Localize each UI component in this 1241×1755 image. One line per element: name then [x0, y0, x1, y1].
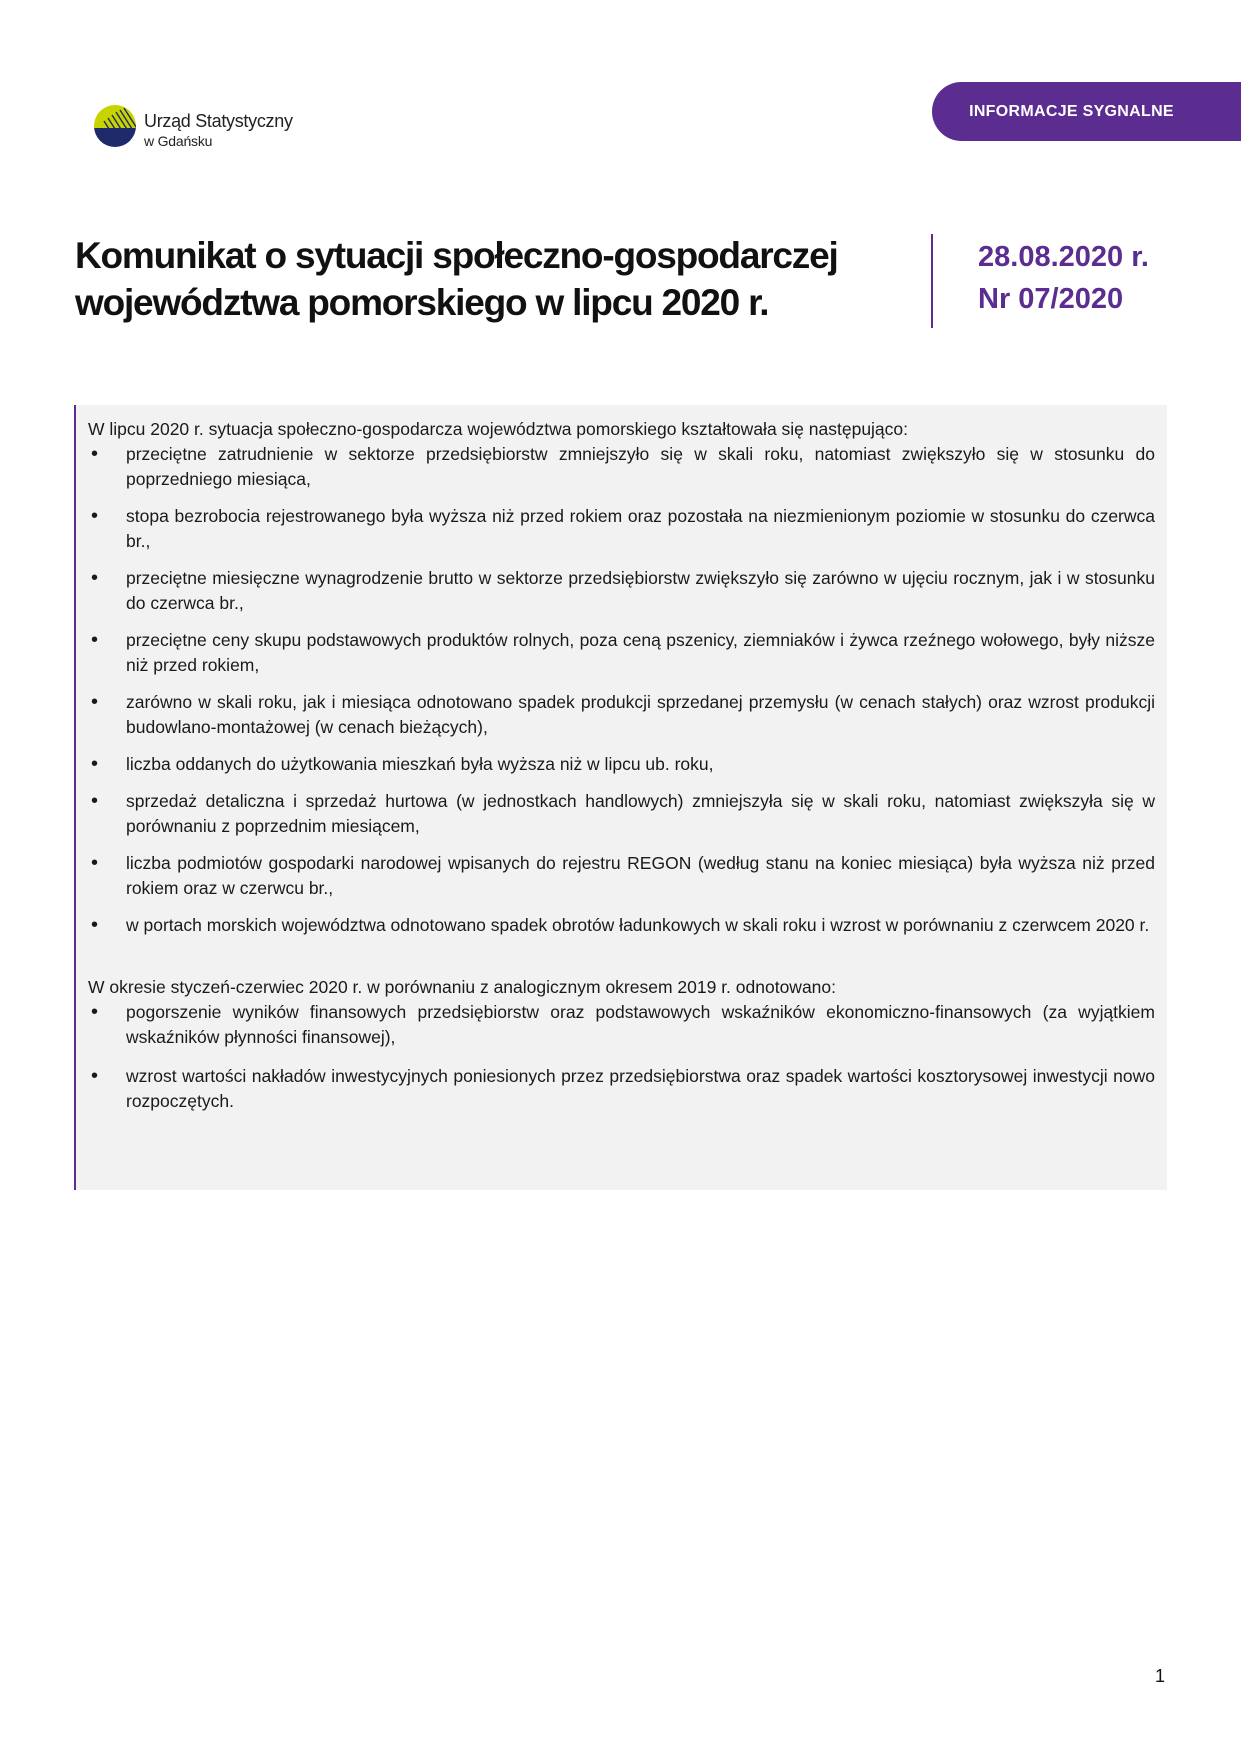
- summary-intro: W lipcu 2020 r. sytuacja społeczno-gospodarcza województwa pomorskiego kształtowała się następująco:: [88, 419, 909, 439]
- page-number: 1: [1155, 1666, 1166, 1686]
- list-item: • pogorszenie wyników finansowych przedsiębiorstw oraz podstawowych wskaźników ekonomiczno-finansowych (za wyjątkiem wskaźników płynności finansowej),: [88, 1000, 1155, 1050]
- issue-number: Nr 07/2020: [978, 283, 1124, 315]
- list-item: • wzrost wartości nakładów inwestycyjnych poniesionych przez przedsiębiorstwa oraz spadek wartości kosztorysowej inwestycji nowo rozpoczętych.: [88, 1064, 1155, 1114]
- document-type-tag: INFORMACJE SYGNALNE: [932, 82, 1241, 141]
- list-item: • liczba podmiotów gospodarki narodowej wpisanych do rejestru REGON (według stanu na koniec miesiąca) była wyższa niż przed rokiem oraz w czerwcu br.,: [88, 851, 1155, 901]
- title-line-1: Komunikat o sytuacji społeczno-gospodarczej: [75, 235, 838, 276]
- list-item: • przeciętne ceny skupu podstawowych produktów rolnych, poza ceną pszenicy, ziemniaków i żywca rzeźnego wołowego, były niższe niż przed rokiem,: [88, 628, 1155, 678]
- office-logo-text: [144, 110, 293, 150]
- list-item: • przeciętne zatrudnienie w sektorze przedsiębiorstw zmniejszyło się w skali roku, natomiast zwiększyło się w stosunku do poprzedniego miesiąca,: [88, 442, 1155, 492]
- office-logo: [94, 98, 354, 162]
- list-item: • przeciętne miesięczne wynagrodzenie brutto w sektorze przedsiębiorstw zwiększyło się zarówno w ujęciu rocznym, jak i w stosunku do czerwca br.,: [88, 566, 1155, 616]
- logo-name-line2: w Gdańsku: [144, 133, 213, 149]
- summary-box: [74, 405, 1167, 1190]
- publication-date: 28.08.2020 r.: [978, 241, 1149, 273]
- list-item: • stopa bezrobocia rejestrowanego była wyższa niż przed rokiem oraz pozostała na niezmienionym poziomie w stosunku do czerwca br.,: [88, 504, 1155, 554]
- list-item: • zarówno w skali roku, jak i miesiąca odnotowano spadek produkcji sprzedanej przemysłu (w cenach stałych) oraz wzrost produkcji budowlano-montażowej (w cenach bieżących),: [88, 690, 1155, 740]
- list-item: • w portach morskich województwa odnotowano spadek obrotów ładunkowych w skali roku i wzrost w porównaniu z czerwcem 2020 r.: [88, 913, 1155, 938]
- document-meta: [978, 236, 1149, 320]
- list-item: • liczba oddanych do użytkowania mieszkań była wyższa niż w lipcu ub. roku,: [88, 752, 1155, 777]
- logo-name-line1: Urząd Statystyczny: [144, 111, 293, 131]
- title-line-2: województwa pomorskiego w lipcu 2020 r.: [75, 282, 769, 323]
- summary-list: [88, 442, 1155, 938]
- document-title: [75, 232, 875, 326]
- list-item: • sprzedaż detaliczna i sprzedaż hurtowa (w jednostkach handlowych) zmniejszyła się w skali roku, natomiast zwiększyła się w porównaniu z poprzednim miesiącem,: [88, 789, 1155, 839]
- meta-divider: [931, 234, 933, 328]
- summary-list-2: [88, 1000, 1155, 1114]
- office-logo-icon: [94, 98, 136, 162]
- summary-intro-2: W okresie styczeń-czerwiec 2020 r. w porównaniu z analogicznym okresem 2019 r. odnotowano:: [88, 977, 837, 997]
